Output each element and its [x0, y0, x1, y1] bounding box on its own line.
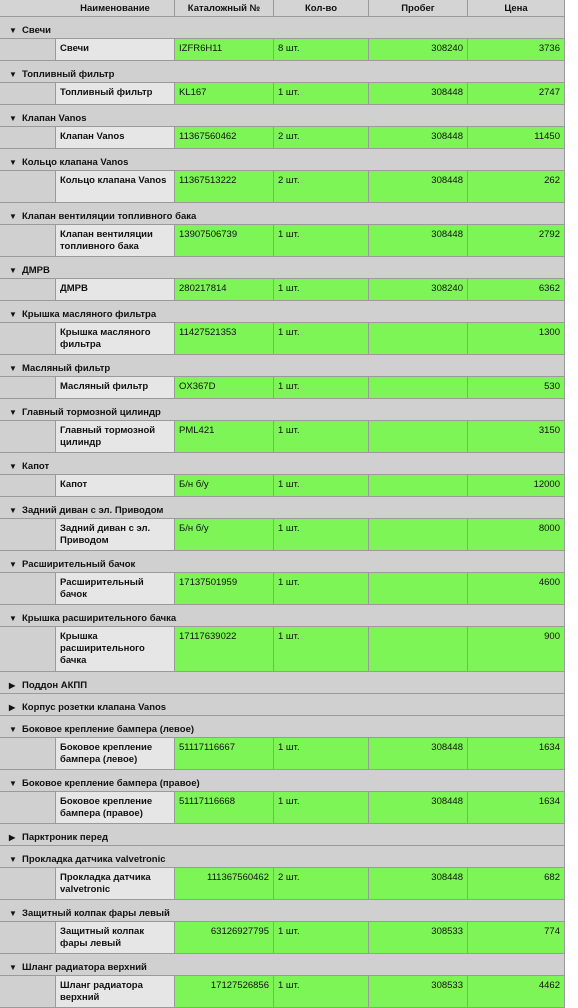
row-indent-cell [0, 519, 56, 551]
group-label [0, 954, 147, 975]
catalog-number-cell[interactable]: 280217814 [175, 279, 274, 301]
group-row[interactable] [0, 203, 565, 225]
mileage-cell[interactable]: 308448 [369, 738, 468, 770]
group-title: Шланг радиатора верхний [22, 962, 147, 973]
quantity-cell[interactable]: 2 шт. [274, 868, 369, 900]
group-label [0, 399, 161, 420]
group-title: Защитный колпак фары левый [22, 908, 170, 919]
price-cell[interactable]: 3736 [468, 39, 565, 61]
group-row[interactable] [0, 453, 565, 475]
item-name-cell[interactable]: Боковое крепление бампера (левое) [56, 738, 175, 770]
group-row[interactable] [0, 551, 565, 573]
item-name-cell[interactable]: Масляный фильтр [56, 377, 175, 399]
group-label [0, 453, 49, 474]
group-row[interactable] [0, 770, 565, 792]
group-row[interactable] [0, 399, 565, 421]
mileage-cell[interactable] [369, 573, 468, 605]
item-name-cell[interactable]: Расширительный бачок [56, 573, 175, 605]
catalog-number-cell[interactable]: Б/н б/у [175, 475, 274, 497]
table-row[interactable] [0, 868, 565, 900]
group-label [0, 355, 110, 376]
table-row[interactable] [0, 171, 565, 203]
group-label [0, 824, 108, 845]
table-row[interactable] [0, 421, 565, 453]
quantity-cell[interactable]: 1 шт. [274, 976, 369, 1008]
group-label [0, 105, 87, 126]
price-cell[interactable]: 900 [468, 627, 565, 672]
mileage-cell[interactable] [369, 421, 468, 453]
group-label [0, 301, 156, 322]
row-indent-cell [0, 792, 56, 824]
group-label [0, 900, 170, 921]
group-title: Капот [22, 461, 50, 472]
item-name-cell[interactable]: Кольцо клапана Vanos [56, 171, 175, 203]
table-row[interactable] [0, 39, 565, 61]
group-row[interactable] [0, 900, 565, 922]
group-label [0, 551, 135, 572]
row-indent-cell [0, 738, 56, 770]
header-catalog[interactable]: Каталожный № [175, 0, 274, 17]
price-cell[interactable]: 262 [468, 171, 565, 203]
disclosure-expanded-icon[interactable]: ▼ [9, 855, 17, 864]
quantity-cell[interactable]: 1 шт. [274, 421, 369, 453]
row-indent-cell [0, 171, 56, 203]
row-indent-cell [0, 421, 56, 453]
price-cell[interactable]: 12000 [468, 475, 565, 497]
group-title: Задний диван с эл. Приводом [22, 505, 164, 516]
group-row[interactable] [0, 846, 565, 868]
catalog-number-cell[interactable]: KL167 [175, 83, 274, 105]
group-title: Кольцо клапана Vanos [22, 157, 129, 168]
quantity-cell[interactable]: 1 шт. [274, 279, 369, 301]
group-row[interactable] [0, 694, 565, 716]
price-cell[interactable]: 774 [468, 922, 565, 954]
row-indent-cell [0, 922, 56, 954]
group-title: Главный тормозной цилиндр [22, 407, 161, 418]
table-row[interactable] [0, 83, 565, 105]
group-label [0, 61, 114, 82]
group-label [0, 17, 51, 38]
price-cell[interactable]: 6362 [468, 279, 565, 301]
quantity-cell[interactable]: 1 шт. [274, 922, 369, 954]
catalog-number-cell[interactable]: 17127526856 [175, 976, 274, 1008]
mileage-cell[interactable]: 308533 [369, 922, 468, 954]
table-row[interactable] [0, 475, 565, 497]
item-name-cell[interactable]: Топливный фильтр [56, 83, 175, 105]
quantity-cell[interactable]: 2 шт. [274, 171, 369, 203]
row-indent-cell [0, 868, 56, 900]
catalog-number-cell[interactable]: OX367D [175, 377, 274, 399]
table-row[interactable] [0, 922, 565, 954]
row-indent-cell [0, 627, 56, 672]
disclosure-expanded-icon[interactable]: ▼ [9, 158, 17, 167]
item-name-cell[interactable]: Боковое крепление бампера (правое) [56, 792, 175, 824]
quantity-cell[interactable]: 1 шт. [274, 377, 369, 399]
header-name[interactable]: Наименование [56, 0, 175, 17]
group-row[interactable] [0, 105, 565, 127]
table-row[interactable] [0, 323, 565, 355]
quantity-cell[interactable]: 1 шт. [274, 627, 369, 672]
catalog-number-cell[interactable]: IZFR6H11 [175, 39, 274, 61]
header-spacer [0, 0, 56, 17]
group-row[interactable] [0, 257, 565, 279]
disclosure-expanded-icon[interactable]: ▼ [9, 364, 17, 373]
group-title: Масляный фильтр [22, 363, 111, 374]
group-title: Крышка масляного фильтра [22, 309, 157, 320]
row-indent-cell [0, 39, 56, 61]
group-title: Прокладка датчика valvetronic [22, 854, 166, 865]
group-row[interactable] [0, 954, 565, 976]
mileage-cell[interactable] [369, 323, 468, 355]
disclosure-expanded-icon[interactable]: ▼ [9, 26, 17, 35]
table-row[interactable] [0, 976, 565, 1008]
group-label [0, 605, 176, 626]
catalog-number-cell[interactable]: 111367560462 [175, 868, 274, 900]
disclosure-expanded-icon[interactable]: ▼ [9, 310, 17, 319]
catalog-number-cell[interactable]: 11427521353 [175, 323, 274, 355]
price-cell[interactable]: 1300 [468, 323, 565, 355]
header-qty[interactable]: Кол-во [274, 0, 369, 17]
table-row[interactable] [0, 573, 565, 605]
group-title: Свечи [22, 25, 51, 36]
table-row[interactable] [0, 519, 565, 551]
price-cell[interactable]: 2792 [468, 225, 565, 257]
group-label [0, 149, 128, 170]
catalog-number-cell[interactable]: 13907506739 [175, 225, 274, 257]
group-row[interactable] [0, 149, 565, 171]
group-label [0, 846, 166, 867]
group-label [0, 203, 196, 224]
catalog-number-cell[interactable]: PML421 [175, 421, 274, 453]
header-price[interactable]: Цена [468, 0, 565, 17]
group-title: Боковое крепление бампера (правое) [22, 778, 200, 789]
item-name-cell[interactable]: Капот [56, 475, 175, 497]
table-row[interactable] [0, 792, 565, 824]
group-row[interactable] [0, 61, 565, 83]
disclosure-expanded-icon[interactable]: ▼ [9, 963, 17, 972]
table-row[interactable] [0, 377, 565, 399]
mileage-cell[interactable]: 308448 [369, 868, 468, 900]
catalog-number-cell[interactable]: 17137501959 [175, 573, 274, 605]
row-indent-cell [0, 976, 56, 1008]
catalog-number-cell[interactable]: 11367560462 [175, 127, 274, 149]
group-row[interactable] [0, 672, 565, 694]
item-name-cell[interactable]: Прокладка датчика valvetronic [56, 868, 175, 900]
group-title: ДМРВ [22, 265, 50, 276]
price-cell[interactable]: 8000 [468, 519, 565, 551]
price-cell[interactable]: 2747 [468, 83, 565, 105]
item-name-cell[interactable]: Клапан вентиляции топливного бака [56, 225, 175, 257]
group-title: Поддон АКПП [22, 680, 88, 691]
group-row[interactable] [0, 301, 565, 323]
price-cell[interactable]: 4462 [468, 976, 565, 1008]
quantity-cell[interactable]: 2 шт. [274, 127, 369, 149]
catalog-number-cell[interactable]: 51117116667 [175, 738, 274, 770]
item-name-cell[interactable]: Клапан Vanos [56, 127, 175, 149]
mileage-cell[interactable]: 308448 [369, 83, 468, 105]
group-title: Боковое крепление бампера (левое) [22, 724, 195, 735]
mileage-cell[interactable] [369, 519, 468, 551]
header-mileage[interactable]: Пробег [369, 0, 468, 17]
group-label [0, 257, 50, 278]
row-indent-cell [0, 83, 56, 105]
row-indent-cell [0, 127, 56, 149]
mileage-cell[interactable]: 308448 [369, 792, 468, 824]
row-indent-cell [0, 573, 56, 605]
group-label [0, 497, 163, 518]
group-label [0, 672, 87, 693]
disclosure-expanded-icon[interactable]: ▼ [9, 725, 17, 734]
price-cell[interactable]: 3150 [468, 421, 565, 453]
catalog-number-cell[interactable]: 11367513222 [175, 171, 274, 203]
disclosure-expanded-icon[interactable]: ▼ [9, 266, 17, 275]
item-name-cell[interactable]: Защитный колпак фары левый [56, 922, 175, 954]
disclosure-collapsed-icon[interactable]: ▶ [9, 681, 16, 690]
item-name-cell[interactable]: Свечи [56, 39, 175, 61]
row-indent-cell [0, 475, 56, 497]
disclosure-expanded-icon[interactable]: ▼ [9, 408, 17, 417]
disclosure-expanded-icon[interactable]: ▼ [9, 212, 17, 221]
mileage-cell[interactable]: 308240 [369, 39, 468, 61]
mileage-cell[interactable] [369, 377, 468, 399]
group-row[interactable] [0, 716, 565, 738]
price-cell[interactable]: 4600 [468, 573, 565, 605]
table-row[interactable] [0, 738, 565, 770]
item-name-cell[interactable]: Главный тормозной цилиндр [56, 421, 175, 453]
disclosure-expanded-icon[interactable]: ▼ [9, 506, 17, 515]
disclosure-collapsed-icon[interactable]: ▶ [9, 703, 16, 712]
disclosure-expanded-icon[interactable]: ▼ [9, 909, 17, 918]
group-row[interactable] [0, 605, 565, 627]
disclosure-expanded-icon[interactable]: ▼ [9, 560, 17, 569]
group-row[interactable] [0, 17, 565, 39]
group-label [0, 716, 194, 737]
mileage-cell[interactable]: 308448 [369, 171, 468, 203]
group-label [0, 694, 166, 715]
disclosure-expanded-icon[interactable]: ▼ [9, 614, 17, 623]
group-title: Расширительный бачок [22, 559, 136, 570]
quantity-cell[interactable]: 1 шт. [274, 83, 369, 105]
mileage-cell[interactable] [369, 475, 468, 497]
group-title: Крышка расширительного бачка [22, 613, 177, 624]
table-row[interactable] [0, 127, 565, 149]
quantity-cell[interactable]: 1 шт. [274, 323, 369, 355]
mileage-cell[interactable] [369, 627, 468, 672]
quantity-cell[interactable]: 1 шт. [274, 475, 369, 497]
quantity-cell[interactable]: 1 шт. [274, 573, 369, 605]
disclosure-expanded-icon[interactable]: ▼ [9, 114, 17, 123]
mileage-cell[interactable]: 308448 [369, 127, 468, 149]
table-row[interactable] [0, 279, 565, 301]
catalog-number-cell[interactable]: 17117639022 [175, 627, 274, 672]
disclosure-expanded-icon[interactable]: ▼ [9, 462, 17, 471]
group-title: Парктроник перед [22, 832, 109, 843]
group-row[interactable] [0, 355, 565, 377]
row-indent-cell [0, 377, 56, 399]
group-row[interactable] [0, 824, 565, 846]
quantity-cell[interactable]: 1 шт. [274, 792, 369, 824]
table-row[interactable] [0, 225, 565, 257]
row-indent-cell [0, 225, 56, 257]
mileage-cell[interactable]: 308533 [369, 976, 468, 1008]
price-cell[interactable]: 682 [468, 868, 565, 900]
disclosure-expanded-icon[interactable]: ▼ [9, 70, 17, 79]
group-title: Топливный фильтр [22, 69, 115, 80]
price-cell[interactable]: 1634 [468, 792, 565, 824]
group-title: Корпус розетки клапана Vanos [22, 702, 167, 713]
item-name-cell[interactable]: Шланг радиатора верхний [56, 976, 175, 1008]
group-title: Клапан вентиляции топливного бака [22, 211, 197, 222]
catalog-number-cell[interactable]: Б/н б/у [175, 519, 274, 551]
row-indent-cell [0, 279, 56, 301]
item-name-cell[interactable]: Крышка расширительного бачка [56, 627, 175, 672]
catalog-number-cell[interactable]: 51117116668 [175, 792, 274, 824]
quantity-cell[interactable]: 1 шт. [274, 225, 369, 257]
quantity-cell[interactable]: 1 шт. [274, 519, 369, 551]
group-label [0, 770, 200, 791]
catalog-number-cell[interactable]: 63126927795 [175, 922, 274, 954]
item-name-cell[interactable]: Крышка масляного фильтра [56, 323, 175, 355]
mileage-cell[interactable]: 308448 [369, 225, 468, 257]
item-name-cell[interactable]: ДМРВ [56, 279, 175, 301]
disclosure-collapsed-icon[interactable]: ▶ [9, 833, 16, 842]
item-name-cell[interactable]: Задний диван с эл. Приводом [56, 519, 175, 551]
price-cell[interactable]: 1634 [468, 738, 565, 770]
price-cell[interactable]: 530 [468, 377, 565, 399]
table-row[interactable] [0, 627, 565, 672]
price-cell[interactable]: 11450 [468, 127, 565, 149]
row-indent-cell [0, 323, 56, 355]
table-header-row [0, 0, 565, 17]
disclosure-expanded-icon[interactable]: ▼ [9, 779, 17, 788]
mileage-cell[interactable]: 308240 [369, 279, 468, 301]
group-title: Клапан Vanos [22, 113, 87, 124]
group-row[interactable] [0, 497, 565, 519]
quantity-cell[interactable]: 1 шт. [274, 738, 369, 770]
quantity-cell[interactable]: 8 шт. [274, 39, 369, 61]
